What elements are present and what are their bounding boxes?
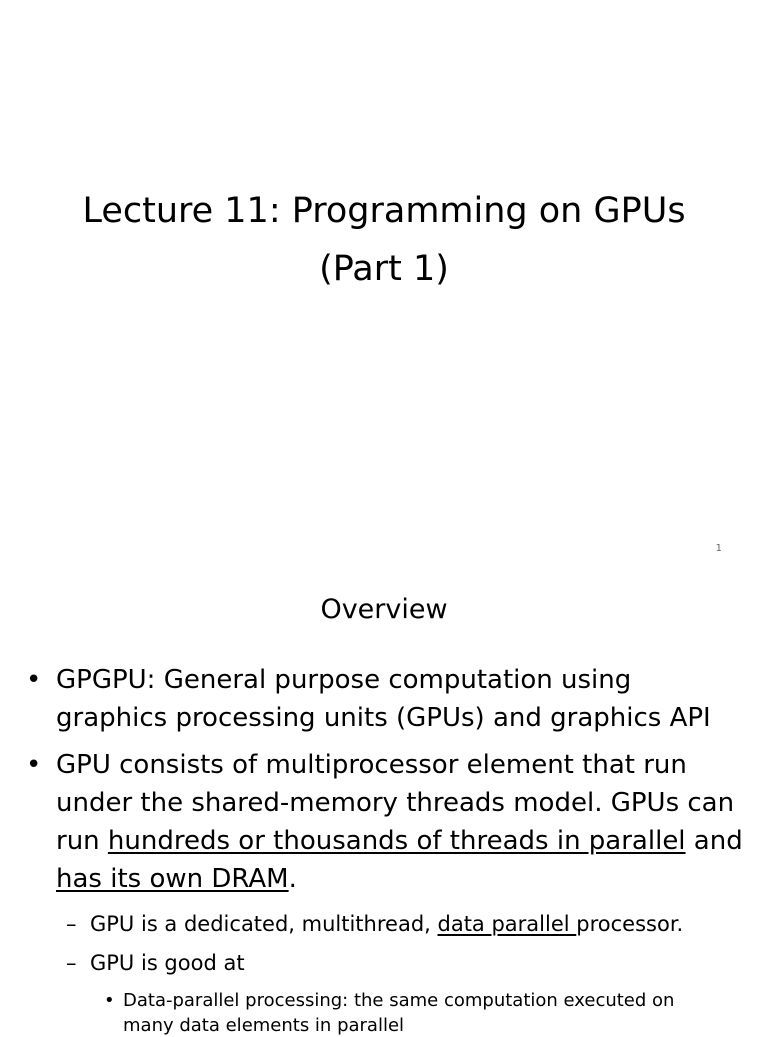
subsub-bullet-marker: •	[104, 990, 115, 1011]
underlined-data-parallel: data parallel	[437, 912, 577, 936]
bullet-2-line-4-suffix: .	[288, 864, 297, 894]
lecture-title-line-1: Lecture 11: Programming on GPUs	[82, 191, 686, 231]
bullet-marker: •	[26, 750, 42, 780]
sub-bullet-2: GPU is good at	[90, 951, 245, 975]
sub-bullet-1	[90, 912, 683, 937]
bullet-marker: •	[26, 665, 42, 695]
sub-bullet-1-suffix: processor.	[576, 912, 684, 936]
dash-marker: –	[66, 951, 77, 975]
lecture-title-line-2: (Part 1)	[319, 249, 449, 289]
subsub-bullet-1-line-2: many data elements in parallel	[123, 1015, 405, 1036]
subsub-bullet-1-line-1: Data-parallel processing: the same computation executed on	[123, 990, 675, 1011]
dash-marker: –	[66, 912, 77, 936]
bullet-1-line-1: GPGPU: General purpose computation using	[56, 665, 632, 695]
sub-bullet-1-prefix: GPU is a dedicated, multithread,	[90, 912, 438, 936]
bullet-2-line-3-suffix: and	[685, 826, 743, 856]
bullet-2-line-3-prefix: run	[56, 826, 108, 856]
overview-title: Overview	[320, 594, 448, 625]
underlined-threads-phrase: hundreds or thousands of threads in parallel	[107, 826, 686, 856]
underlined-dram-phrase: has its own DRAM	[56, 864, 289, 894]
bullet-2-line-2: under the shared-memory threads model. GPUs can	[56, 788, 735, 818]
slide-2	[0, 572, 768, 1036]
bullet-2-line-1: GPU consists of multiprocessor element that run	[56, 750, 687, 780]
bullet-1-line-2: graphics processing units (GPUs) and graphics API	[56, 703, 711, 733]
slide-number: 1	[715, 543, 722, 554]
bullet-2-line-4	[56, 864, 297, 895]
bullet-2-line-3	[56, 826, 743, 857]
